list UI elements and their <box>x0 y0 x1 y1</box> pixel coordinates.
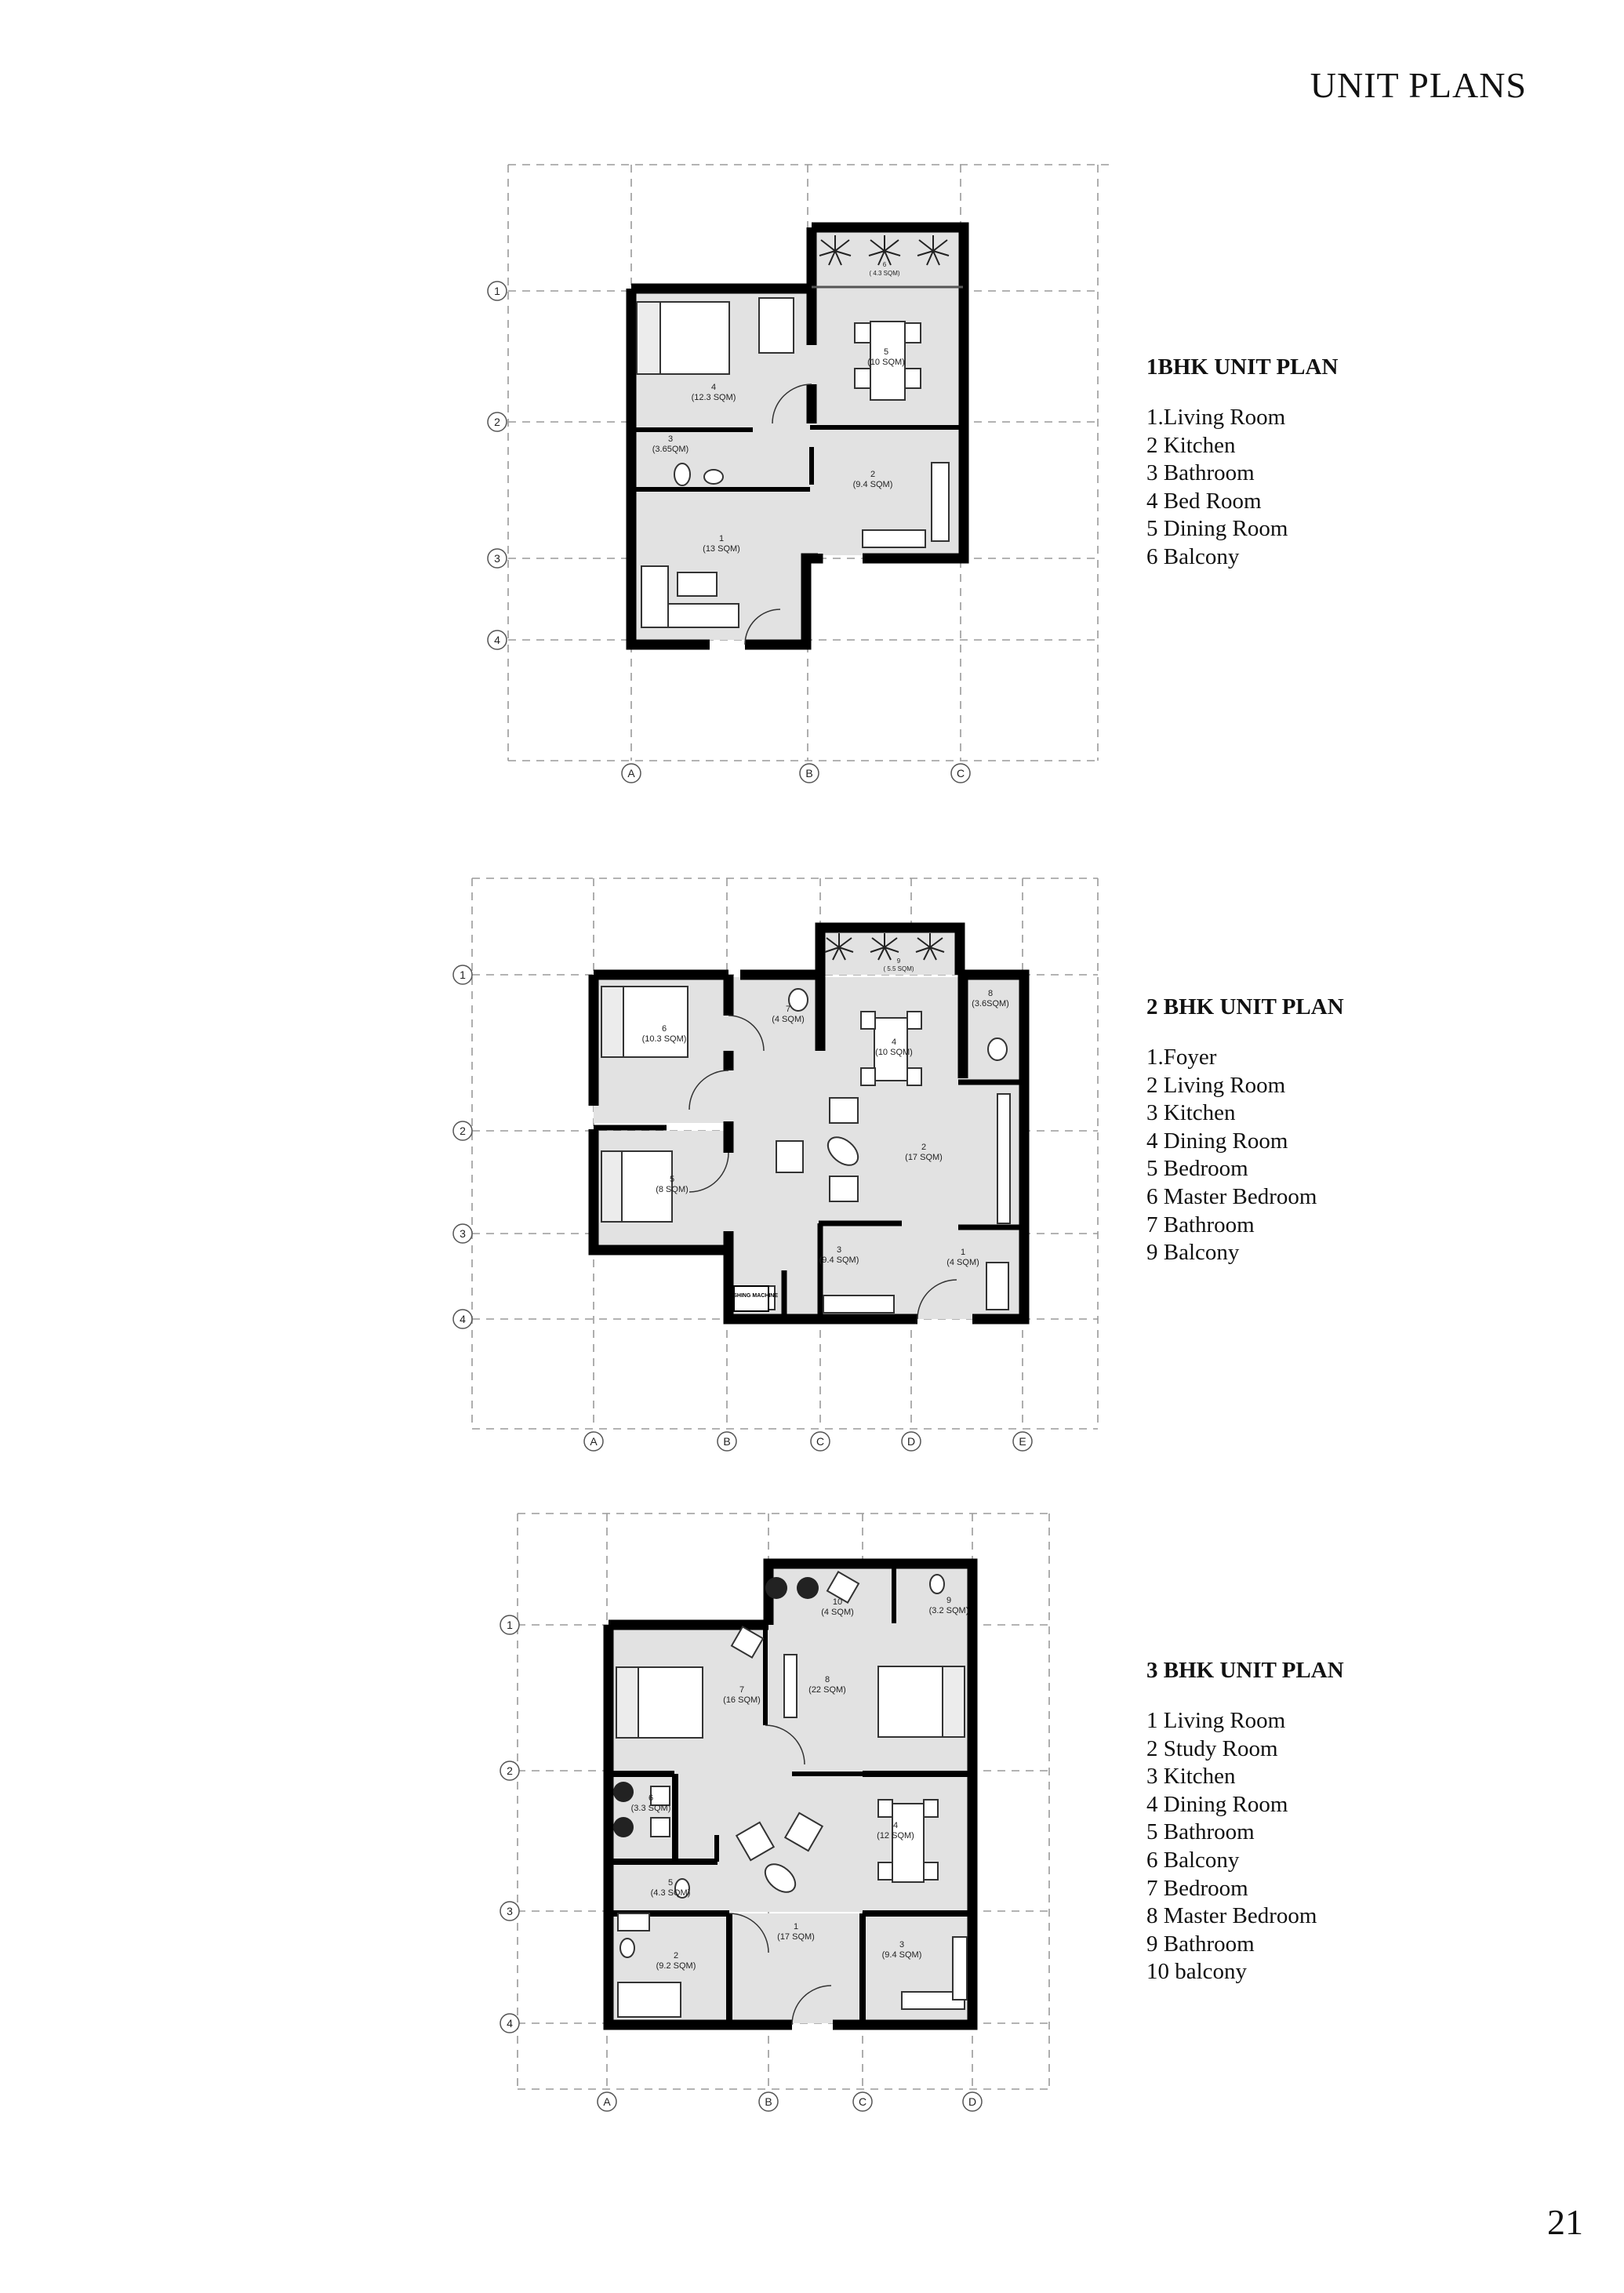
room-2-area: (9.4 SQM) <box>852 480 893 489</box>
legend-item: 4 Dining Room <box>1146 1791 1288 1817</box>
legend-item: 1.Foyer <box>1146 1045 1217 1070</box>
room-4-num: 4 <box>710 383 717 392</box>
room-1-num: 1 <box>960 1248 966 1257</box>
room-9-num: 9 <box>946 1596 952 1605</box>
legend-item: 5 Bedroom <box>1146 1156 1248 1182</box>
room-9-num: 9 <box>896 958 901 965</box>
room-2-num: 2 <box>921 1143 927 1152</box>
grid-row-4: 4 <box>460 1313 466 1325</box>
plan-1bhk-drawing <box>0 0 1624 831</box>
legend-3bhk <box>1146 1658 1344 1986</box>
legend-item: 5 Dining Room <box>1146 516 1288 542</box>
room-2-area: (9.2 SQM) <box>656 1961 696 1971</box>
grid-col-a: A <box>590 1435 598 1448</box>
legend-item: 7 Bathroom <box>1146 1212 1255 1237</box>
grid-col-d: D <box>906 1435 916 1448</box>
room-1-area: (17 SQM) <box>777 1932 815 1942</box>
legend-item: 3 Bathroom <box>1146 460 1255 486</box>
room-8-num: 8 <box>987 989 994 998</box>
room-8-num: 8 <box>824 1675 830 1684</box>
washing-machine <box>734 1286 768 1311</box>
grid-row-2: 2 <box>507 1764 513 1777</box>
grid-row-1: 1 <box>507 1619 513 1631</box>
room-5-num: 5 <box>669 1175 675 1184</box>
room-10-num: 10 <box>832 1597 843 1607</box>
room-1-area: (4 SQM) <box>946 1258 979 1267</box>
legend-item: 9 Balcony <box>1146 1240 1240 1266</box>
plan-3bhk-drawing <box>0 1490 1624 2133</box>
legend-item: 1.Living Room <box>1146 405 1286 430</box>
grid-col-c: C <box>956 767 965 779</box>
room-3-num: 3 <box>899 1940 905 1950</box>
room-2-num: 2 <box>673 1951 679 1960</box>
room-3-num: 3 <box>836 1245 842 1255</box>
room-7-area: (16 SQM) <box>723 1695 761 1705</box>
grid-col-b: B <box>805 767 813 779</box>
room-7-num: 7 <box>785 1005 791 1014</box>
legend-title: 3 BHK UNIT PLAN <box>1146 1658 1344 1683</box>
room-3-area: (9.4 SQM) <box>881 1950 922 1960</box>
grid-col-a: A <box>603 2095 611 2108</box>
room-7-num: 7 <box>739 1685 745 1695</box>
page-number: 21 <box>1547 2202 1583 2242</box>
room-5-num: 5 <box>667 1878 674 1888</box>
grid-row-2: 2 <box>460 1125 466 1137</box>
legend-item: 10 balcony <box>1146 1959 1248 1985</box>
legend-1bhk <box>1146 354 1338 572</box>
legend-item: 5 Bathroom <box>1146 1819 1255 1845</box>
grid-row-1: 1 <box>460 968 466 981</box>
page-title: UNIT PLANS <box>1310 65 1527 105</box>
room-10-area: (4 SQM) <box>821 1608 854 1617</box>
legend-item: 9 Bathroom <box>1146 1931 1255 1957</box>
room-1-num: 1 <box>718 534 725 543</box>
legend-item: 1 Living Room <box>1146 1708 1286 1733</box>
room-6-num: 6 <box>661 1024 667 1034</box>
room-4-area: (12 SQM) <box>877 1831 914 1841</box>
legend-item: 4 Bed Room <box>1146 488 1262 514</box>
grid-row-3: 3 <box>507 1905 513 1917</box>
legend-item: 6 Balcony <box>1146 1847 1240 1873</box>
grid-col-d: D <box>968 2095 977 2108</box>
room-6-area: (10.3 SQM) <box>641 1034 687 1044</box>
room-4-num: 4 <box>891 1037 897 1047</box>
room-4-area: (10 SQM) <box>875 1048 913 1057</box>
room-7-area: (4 SQM) <box>772 1015 805 1024</box>
room-8-area: (3.6SQM) <box>972 999 1009 1008</box>
legend-item: 4 Dining Room <box>1146 1128 1288 1154</box>
grid-col-e: E <box>1019 1435 1026 1448</box>
legend-item: 3 Kitchen <box>1146 1100 1236 1126</box>
legend-item: 2 Kitchen <box>1146 432 1236 458</box>
room-8-area: (22 SQM) <box>808 1685 846 1695</box>
legend-title: 2 BHK UNIT PLAN <box>1146 994 1344 1019</box>
grid-row-3: 3 <box>460 1227 466 1240</box>
room-2-num: 2 <box>870 470 876 479</box>
room-5-area: (4.3 SQM) <box>650 1888 691 1898</box>
grid-col-c: C <box>858 2095 867 2108</box>
grid-row-4: 4 <box>494 634 500 646</box>
room-3-area: (3.65QM) <box>652 445 689 454</box>
room-3-area: (9.4 SQM) <box>819 1256 859 1265</box>
legend-item: 6 Balcony <box>1146 543 1240 569</box>
legend-item: 8 Master Bedroom <box>1146 1903 1317 1929</box>
room-1-num: 1 <box>793 1922 799 1931</box>
room-2-area: (17 SQM) <box>905 1153 943 1162</box>
legend-item: 3 Kitchen <box>1146 1764 1236 1790</box>
legend-item: 2 Study Room <box>1146 1735 1278 1761</box>
room-3-num: 3 <box>667 434 674 444</box>
room-4-num: 4 <box>892 1821 899 1830</box>
room-5-area: (10 SQM) <box>867 358 905 367</box>
room-6-num: 6 <box>648 1793 654 1803</box>
grid-row-4: 4 <box>507 2017 513 2030</box>
washing-machine-label: WASHING MACHINE <box>724 1293 779 1299</box>
room-6-area: (3.3 SQM) <box>630 1804 671 1813</box>
grid-col-a: A <box>627 767 635 779</box>
grid-col-c: C <box>816 1435 825 1448</box>
room-6-area: ( 4.3 SQM) <box>869 270 900 277</box>
room-4-area: (12.3 SQM) <box>691 393 736 402</box>
room-1-area: (13 SQM) <box>703 544 740 554</box>
grid-row-3: 3 <box>494 552 500 565</box>
room-5-num: 5 <box>883 347 889 357</box>
legend-item: 7 Bedroom <box>1146 1875 1248 1901</box>
legend-2bhk <box>1146 994 1344 1267</box>
legend-item: 6 Master Bedroom <box>1146 1183 1317 1209</box>
room-6-num: 6 <box>882 261 887 268</box>
room-9-area: ( 5.5 SQM) <box>883 965 914 972</box>
grid-col-b: B <box>723 1435 731 1448</box>
grid-row-1: 1 <box>494 285 500 297</box>
legend-title: 1BHK UNIT PLAN <box>1146 354 1339 380</box>
room-9-area: (3.2 SQM) <box>928 1606 969 1615</box>
room-5-area: (8 SQM) <box>656 1185 688 1194</box>
legend-item: 2 Living Room <box>1146 1072 1286 1098</box>
plan-2bhk-drawing <box>0 831 1624 1490</box>
grid-col-b: B <box>765 2095 772 2108</box>
grid-row-2: 2 <box>494 416 500 428</box>
